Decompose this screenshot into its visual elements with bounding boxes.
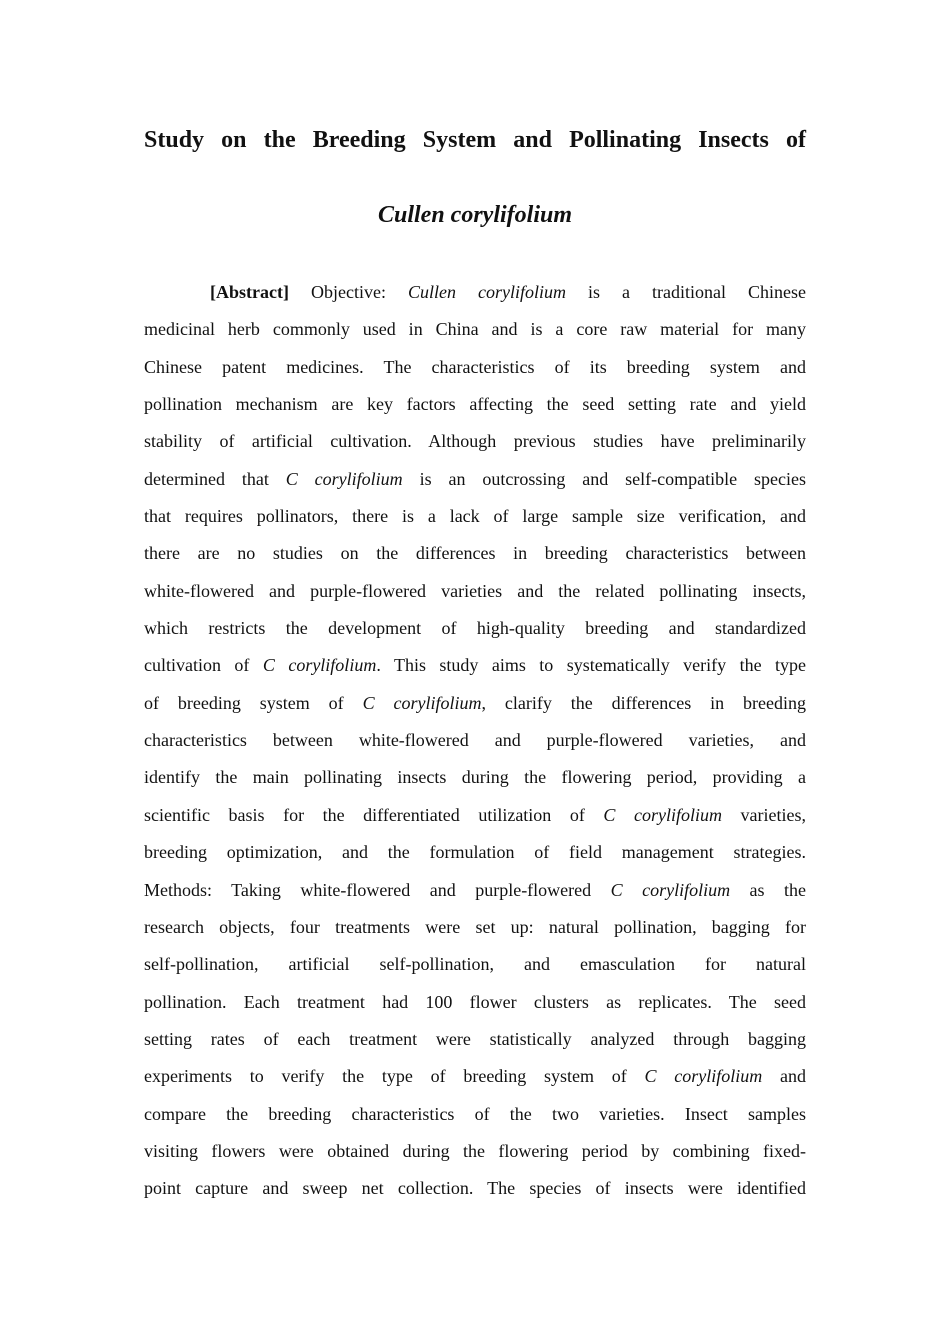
title-line-2: Cullen corylifolium [377, 202, 572, 228]
abstract-text: Chinese patent medicines. The characteristics of its breeding system and [144, 356, 806, 377]
abstract-line [144, 610, 806, 647]
abstract-text: varieties, [721, 804, 806, 825]
abstract-text: pollination. Each treatment had 100 flower clusters as replicates. The seed [144, 991, 806, 1012]
abstract-text: medicinal herb commonly used in China and is a core raw material for many [144, 319, 806, 340]
abstract-text: as the [730, 879, 807, 900]
abstract-line [144, 834, 806, 871]
abstract-text: which restricts the development of high-quality breeding and standardized [144, 618, 806, 639]
species-name: C corylifolium [644, 1066, 763, 1087]
species-name: C corylifolium [262, 655, 377, 676]
abstract-line [144, 274, 806, 311]
abstract-text: white-flowered and purple-flowered varieties and the related pollinating insects, [144, 580, 806, 601]
abstract-line [144, 1096, 806, 1133]
abstract-text: Methods: Taking white-flowered and purple-flowered [144, 879, 611, 900]
abstract-line [144, 461, 806, 498]
abstract-text: identify the main pollinating insects during the flowering period, providing a [144, 767, 806, 788]
abstract-line [144, 759, 806, 796]
abstract-line [144, 797, 806, 834]
abstract-body [144, 274, 806, 1208]
abstract-line [144, 647, 806, 684]
abstract-text: there are no studies on the differences in breeding characteristics between [144, 543, 806, 564]
abstract-line [144, 1058, 806, 1095]
abstract-text: compare the breeding characteristics of the two varieties. Insect samples [144, 1103, 806, 1124]
abstract-line [144, 1133, 806, 1170]
abstract-line [144, 872, 806, 909]
abstract-line [144, 984, 806, 1021]
abstract-text: research objects, four treatments were set up: natural pollination, bagging for [144, 916, 806, 937]
abstract-text: cultivation of [144, 655, 263, 676]
abstract-line [144, 722, 806, 759]
abstract-line [144, 685, 806, 722]
abstract-label: [Abstract] [210, 282, 289, 302]
abstract-text: breeding optimization, and the formulation of field management strategies. [144, 842, 806, 863]
species-name: C corylifolium [362, 692, 482, 713]
abstract-text: Objective: [311, 282, 408, 302]
abstract-text: scientific basis for the differentiated utilization of [144, 804, 604, 825]
abstract-line [144, 573, 806, 610]
abstract-text: self-pollination, artificial self-pollination, and emasculation for natural [144, 954, 806, 975]
abstract-text: determined that [144, 468, 286, 489]
abstract-text: . This study aims to systematically verify the type [376, 655, 806, 676]
abstract-text: and [762, 1066, 806, 1087]
abstract-text: that requires pollinators, there is a lack of large sample size verification, and [144, 506, 806, 527]
species-name: C corylifolium [285, 468, 403, 489]
abstract-text: is a traditional Chinese [565, 282, 806, 302]
abstract-line [144, 535, 806, 572]
abstract-text: , clarify the differences in breeding [481, 692, 806, 713]
abstract-line [144, 349, 806, 386]
abstract-line [144, 311, 806, 348]
paper-title [144, 122, 806, 234]
abstract-line [144, 909, 806, 946]
abstract-text: experiments to verify the type of breeding system of [144, 1066, 645, 1087]
abstract-text: pollination mechanism are key factors affecting the seed setting rate and yield [144, 394, 806, 415]
abstract-text: setting rates of each treatment were statistically analyzed through bagging [144, 1028, 806, 1049]
species-name: C corylifolium [610, 879, 731, 900]
abstract-line [144, 1170, 806, 1207]
title-line-1: Study on the Breeding System and Pollinating Insects of [144, 127, 806, 153]
abstract-line [144, 423, 806, 460]
abstract-text: visiting flowers were obtained during the flowering period by combining fixed- [144, 1140, 806, 1161]
abstract-line [144, 386, 806, 423]
abstract-text: is an outcrossing and self-compatible species [402, 468, 806, 489]
species-name: C corylifolium [603, 804, 722, 825]
abstract-text: point capture and sweep net collection. The species of insects were identified [144, 1178, 806, 1199]
species-name: Cullen corylifolium [407, 282, 566, 302]
abstract-line [144, 946, 806, 983]
abstract-line [144, 498, 806, 535]
abstract-text: stability of artificial cultivation. Although previous studies have preliminarily [144, 431, 806, 452]
abstract-line [144, 1021, 806, 1058]
abstract-text: characteristics between white-flowered and purple-flowered varieties, and [144, 730, 806, 751]
abstract-text: of breeding system of [144, 692, 363, 713]
